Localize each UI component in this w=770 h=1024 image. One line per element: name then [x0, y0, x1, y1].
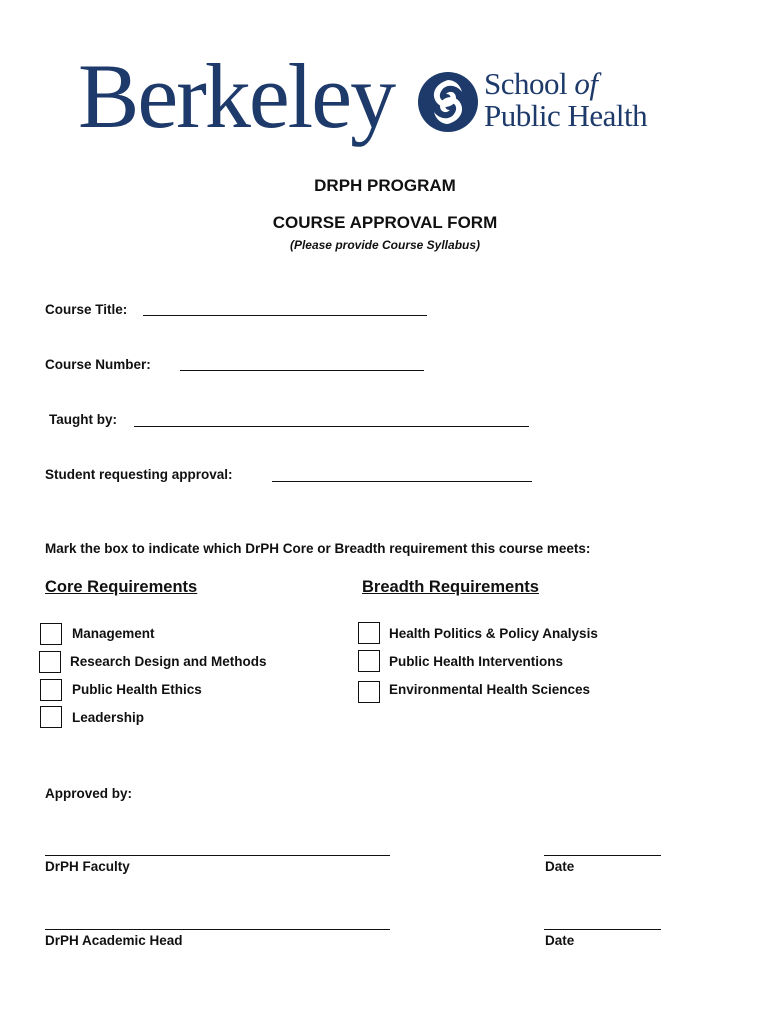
checkbox-public-health-ethics[interactable] [40, 679, 62, 701]
course-number-label: Course Number: [45, 357, 151, 372]
program-title: DRPH PROGRAM [314, 176, 456, 195]
course-number-field[interactable] [180, 370, 424, 371]
taught-by-field[interactable] [134, 426, 529, 427]
checkbox-management[interactable] [40, 623, 62, 645]
drph-academic-head-label: DrPH Academic Head [45, 933, 183, 948]
checkbox-public-health-interventions[interactable] [358, 650, 380, 672]
breadth-item-health-politics: Health Politics & Policy Analysis [389, 626, 598, 641]
instruction-text: Mark the box to indicate which DrPH Core or Breadth requirement this course meets: [45, 541, 591, 556]
faculty-date-label: Date [545, 859, 575, 874]
form-title: COURSE APPROVAL FORM [272, 213, 498, 232]
core-requirements-heading: Core Requirements [45, 578, 198, 596]
faculty-date-line[interactable] [544, 855, 661, 856]
faculty-signature-line[interactable] [45, 855, 390, 856]
academic-head-signature-line[interactable] [45, 929, 390, 930]
form-note: (Please provide Course Syllabus) [289, 238, 481, 252]
checkbox-research-design[interactable] [39, 651, 61, 673]
core-item-leadership: Leadership [72, 710, 145, 725]
school-of-public-health-logo-text [484, 68, 647, 132]
student-field[interactable] [272, 481, 532, 482]
taught-by-label: Taught by: [49, 412, 117, 427]
core-item-research-design: Research Design and Methods [70, 654, 267, 669]
of-text: of [574, 66, 598, 101]
public-health-text: Public Health [484, 98, 648, 133]
school-seal-icon [416, 70, 480, 134]
checkbox-leadership[interactable] [40, 706, 62, 728]
course-title-label: Course Title: [45, 302, 128, 317]
breadth-requirements-heading: Breadth Requirements [362, 578, 539, 596]
berkeley-logo: Berkeley [78, 45, 395, 147]
drph-faculty-label: DrPH Faculty [45, 859, 130, 874]
course-title-field[interactable] [143, 315, 427, 316]
checkbox-health-politics[interactable] [358, 622, 380, 644]
approved-by-label: Approved by: [45, 786, 133, 801]
student-label: Student requesting approval: [45, 467, 233, 482]
breadth-item-public-health-interventions: Public Health Interventions [389, 654, 564, 669]
breadth-item-environmental-health: Environmental Health Sciences [389, 682, 591, 697]
academic-head-date-line[interactable] [544, 929, 661, 930]
checkbox-environmental-health[interactable] [358, 681, 380, 703]
core-item-public-health-ethics: Public Health Ethics [72, 682, 202, 697]
school-text: School [484, 66, 575, 101]
core-item-management: Management [72, 626, 155, 641]
academic-head-date-label: Date [545, 933, 575, 948]
